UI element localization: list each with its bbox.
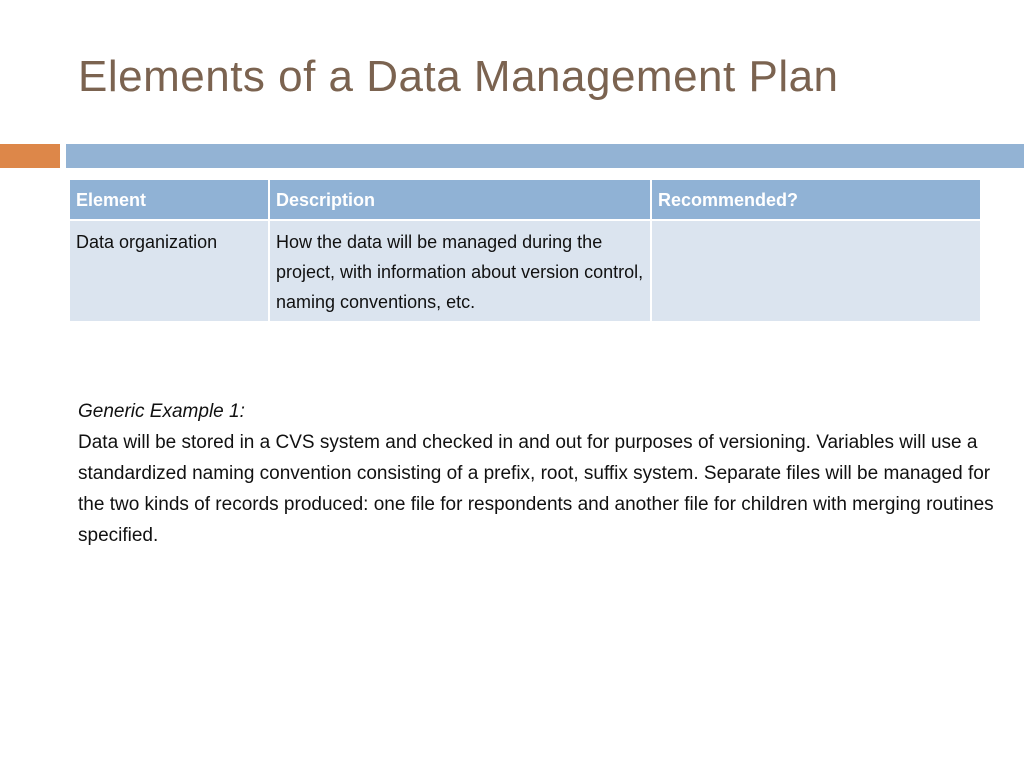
dmp-elements-table [68,178,982,323]
example-body: Data will be stored in a CVS system and checked in and out for purposes of versioning. Variables will use a standardized naming convention consisting of a prefix, root, suffix system. Separate files will be managed for the two kinds of records produced: one file for respondents and another file for children with merging routines specified. [78,432,994,546]
header-recommended: Recommended? [651,179,981,220]
accent-bar-orange [0,144,60,168]
header-element: Element [69,179,269,220]
table-header-row [69,179,981,220]
header-description: Description [269,179,651,220]
cell-description: How the data will be managed during the project, with information about version control, naming conventions, etc. [269,220,651,322]
accent-bar-blue [66,144,1024,168]
slide-title: Elements of a Data Management Plan [78,52,839,101]
cell-recommended [651,220,981,322]
cell-element: Data organization [69,220,269,322]
example-heading: Generic Example 1: [78,401,245,422]
generic-example [78,396,998,551]
table-row [69,220,981,322]
